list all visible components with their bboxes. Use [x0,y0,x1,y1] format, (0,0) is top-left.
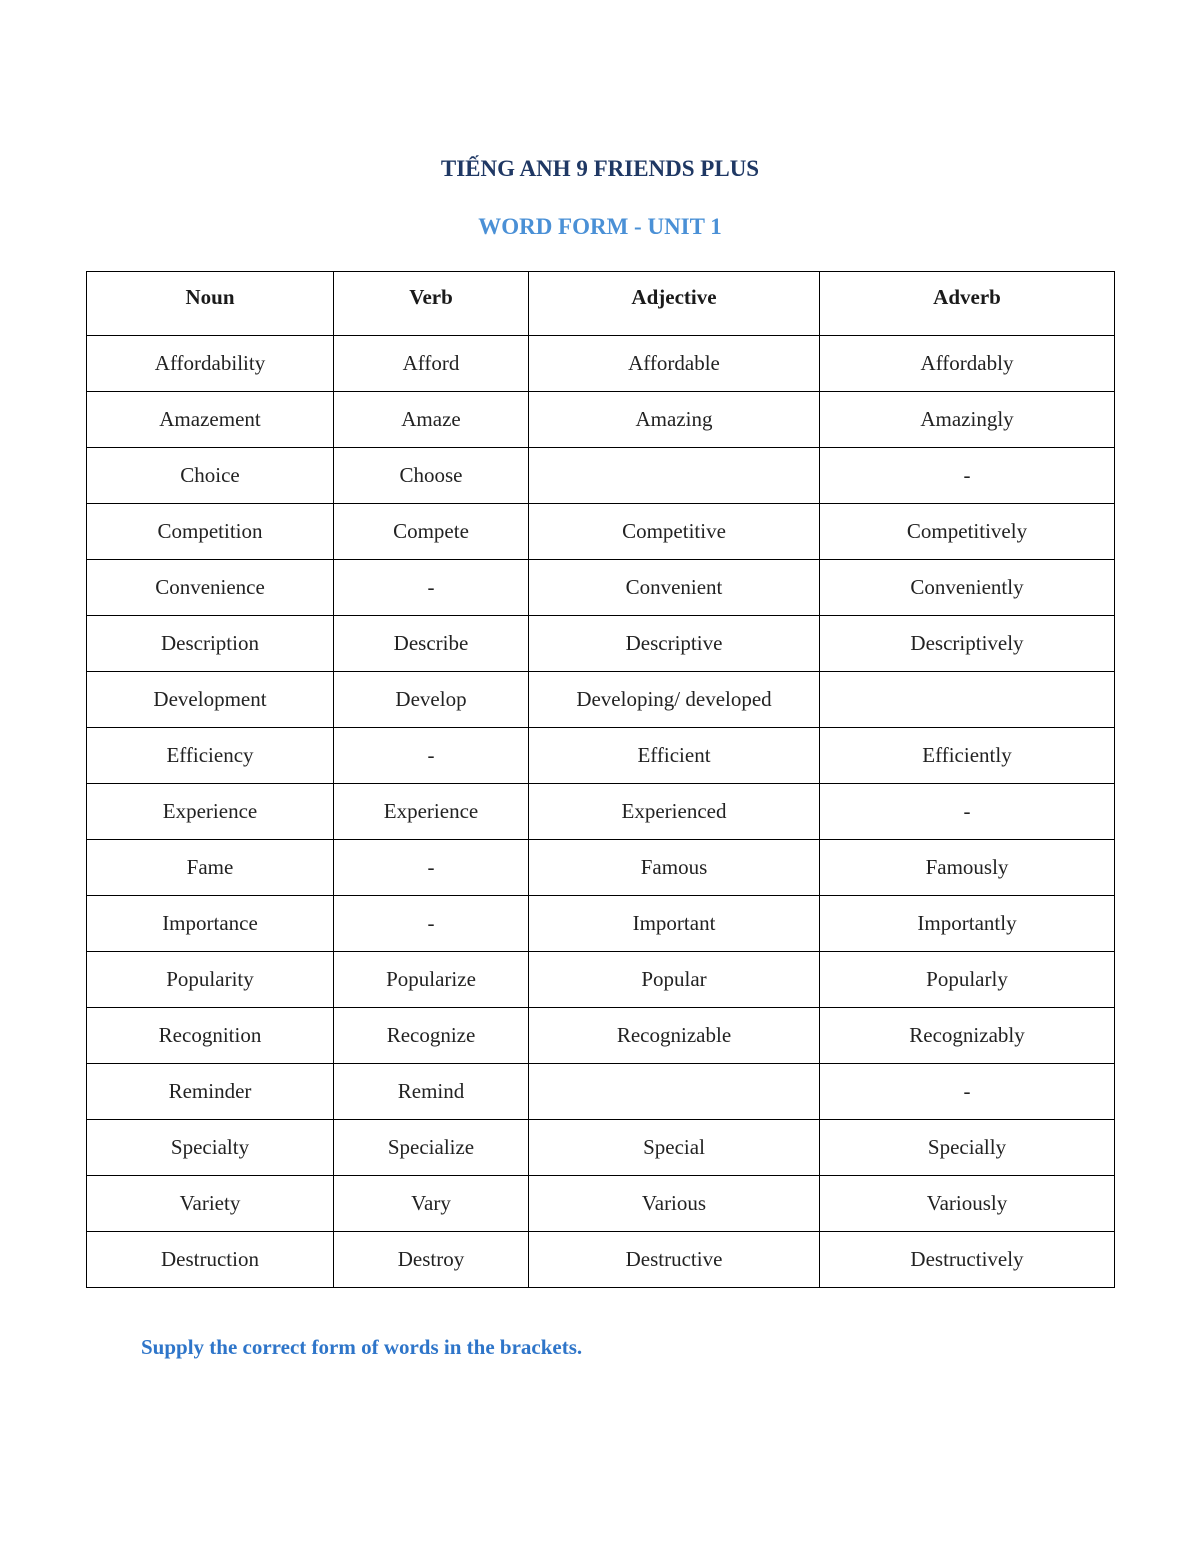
table-row [87,896,1115,952]
table-row [87,336,1115,392]
cell-adverb: Variously [820,1176,1115,1232]
cell-verb: Choose [334,448,529,504]
cell-adjective: Destructive [529,1232,820,1288]
cell-adjective [529,448,820,504]
cell-verb: Destroy [334,1232,529,1288]
cell-verb: - [334,728,529,784]
cell-adjective: Competitive [529,504,820,560]
cell-noun: Variety [87,1176,334,1232]
cell-verb: Compete [334,504,529,560]
cell-noun: Specialty [87,1120,334,1176]
cell-adverb: - [820,1064,1115,1120]
cell-noun: Destruction [87,1232,334,1288]
table-row [87,560,1115,616]
page-subtitle: WORD FORM - UNIT 1 [478,214,722,239]
cell-noun: Fame [87,840,334,896]
table-body [87,336,1115,1288]
column-header-verb: Verb [334,272,529,336]
cell-adverb: Conveniently [820,560,1115,616]
cell-noun: Description [87,616,334,672]
cell-verb: Specialize [334,1120,529,1176]
cell-verb: Vary [334,1176,529,1232]
table-row [87,952,1115,1008]
cell-noun: Popularity [87,952,334,1008]
cell-adjective: Developing/ developed [529,672,820,728]
cell-adverb: Efficiently [820,728,1115,784]
cell-adverb: - [820,784,1115,840]
word-form-table [86,271,1115,1288]
cell-adjective: Special [529,1120,820,1176]
table-row [87,1064,1115,1120]
cell-verb: Experience [334,784,529,840]
cell-noun: Efficiency [87,728,334,784]
page-title: TIẾNG ANH 9 FRIENDS PLUS [440,156,760,181]
cell-adverb: Destructively [820,1232,1115,1288]
cell-adverb: Amazingly [820,392,1115,448]
cell-adjective: Amazing [529,392,820,448]
cell-verb: Afford [334,336,529,392]
table-row [87,1232,1115,1288]
table-row [87,672,1115,728]
cell-verb: Recognize [334,1008,529,1064]
cell-verb: - [334,896,529,952]
cell-adverb: Competitively [820,504,1115,560]
cell-adverb: Popularly [820,952,1115,1008]
cell-noun: Reminder [87,1064,334,1120]
table-row [87,392,1115,448]
table-row [87,1176,1115,1232]
column-header-adverb: Adverb [820,272,1115,336]
table-row [87,1008,1115,1064]
cell-adverb [820,672,1115,728]
cell-adverb: Affordably [820,336,1115,392]
exercise-instruction: Supply the correct form of words in the brackets. [141,1335,583,1359]
cell-noun: Experience [87,784,334,840]
cell-verb: Develop [334,672,529,728]
cell-noun: Choice [87,448,334,504]
table-row [87,616,1115,672]
cell-adjective: Recognizable [529,1008,820,1064]
cell-adjective: Famous [529,840,820,896]
table-row [87,728,1115,784]
table-header-row [87,272,1115,336]
cell-verb: Describe [334,616,529,672]
cell-adjective: Popular [529,952,820,1008]
cell-verb: - [334,840,529,896]
cell-noun: Amazement [87,392,334,448]
table-row [87,1120,1115,1176]
cell-verb: Amaze [334,392,529,448]
cell-adjective: Descriptive [529,616,820,672]
cell-verb: - [334,560,529,616]
cell-noun: Development [87,672,334,728]
cell-adjective: Efficient [529,728,820,784]
cell-adverb: Recognizably [820,1008,1115,1064]
cell-adjective: Convenient [529,560,820,616]
cell-noun: Importance [87,896,334,952]
cell-adjective: Affordable [529,336,820,392]
cell-noun: Competition [87,504,334,560]
cell-verb: Remind [334,1064,529,1120]
cell-adverb: Importantly [820,896,1115,952]
cell-adverb: Descriptively [820,616,1115,672]
table-row [87,504,1115,560]
cell-adjective: Important [529,896,820,952]
cell-adjective [529,1064,820,1120]
cell-adverb: Famously [820,840,1115,896]
cell-noun: Convenience [87,560,334,616]
table-row [87,784,1115,840]
column-header-adjective: Adjective [529,272,820,336]
cell-adjective: Experienced [529,784,820,840]
cell-verb: Popularize [334,952,529,1008]
cell-adverb: - [820,448,1115,504]
column-header-noun: Noun [87,272,334,336]
table-row [87,448,1115,504]
cell-noun: Recognition [87,1008,334,1064]
table-row [87,840,1115,896]
cell-adjective: Various [529,1176,820,1232]
cell-adverb: Specially [820,1120,1115,1176]
cell-noun: Affordability [87,336,334,392]
